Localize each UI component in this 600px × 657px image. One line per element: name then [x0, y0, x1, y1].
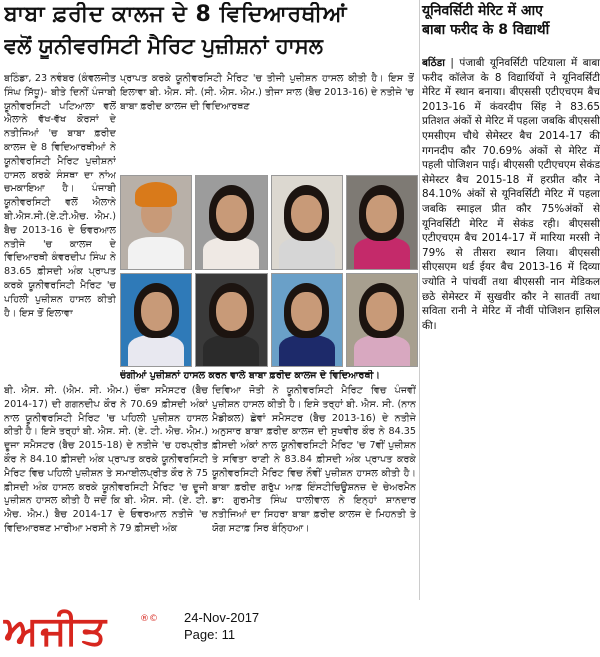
article-col1-bottom: ਬੀ. ਐਸ. ਸੀ. (ਐਮ. ਸੀ. ਐਮ.) ਚੌਥਾ ਸਮੈਸਟਰ (ਬੈਚ 2014-17) ਦੀ ਗਗਨਦੀਪ ਕੌਰ ਨੇ 70.69 ਫ਼ੀਸਦੀ ਅੰਕਾਂ ਨਾਲ ਯੂਨੀਵਰਸਿਟੀ ਮੈਰਿਟ 'ਚ ਪਹਿਲੀ ਪੁਜ਼ੀਸ਼ਨ ਹਾਸਲ ਕੀਤੀ ਹੈ। ਇਸੇ ਤਰ੍ਹਾਂ ਬੀ. ਐਸ. ਸੀ. (ਏ. ਟੀ. ਐਚ. ਐਮ.) ਦੂਜਾ ਸਮੈਸਟਰ (ਬੈਚ 2015-18) ਦੇ ਨਤੀਜੇ 'ਚ ਹਰਪ੍ਰੀਤ ਕੌਰ ਨੇ 84.10 ਫ਼ੀਸਦੀ ਅੰਕ ਪ੍ਰਾਪਤ ਕਰਕੇ ਯੂਨੀਵਰਸਿਟੀ ਮੈਰਿਟ ਵਿਚ ਪਹਿਲੀ ਪੁਜ਼ੀਸ਼ਨ ਤੇ ਸਮਾਈਲਪ੍ਰੀਤ ਕੌਰ ਨੇ 75 ਫ਼ੀਸਦੀ ਅੰਕ ਹਾਸਲ ਕਰਕੇ ਯੂਨੀਵਰਸਿਟੀ ਮੈਰਿਟ 'ਚ ਦੂਜੀ ਪੁਜ਼ੀਸ਼ਨ ਹਾਸਲ ਕੀਤੀ ਹੈ ਜਦੋਂ ਕਿ ਬੀ. ਐਸ. ਸੀ. (ਏ. ਟੀ. ਐਚ. ਐਮ.) ਬੈਚ 2014-17 ਦੇ ਓਵਰਆਲ ਨਤੀਜੇ 'ਚ ਵਿਦਿਆਰਥਣ ਮਾਰੀਆ ਮਰਸੀ ਨੇ 79 ਫ਼ੀਸਦੀ ਅੰਕ — [4, 385, 208, 534]
page-footer — [0, 608, 600, 657]
student-photo — [120, 175, 192, 270]
page-number: Page: 11 — [184, 627, 236, 642]
sidebar-body-text: पंजाबी यूनिवर्सिटी पटियाला में बाबा फरीद कॉलेज के 8 विद्यार्थियों ने यूनिवर्सिटी मेरिट में स्थान बनाया। बीएससी एटीएचएम बैच 2013-16 में कंवरदीप सिंह ने 83.65 प्रतिशत अंकों से मेरिट में पहला जबकि बीएससी एमसीएम चौथे सेमेस्टर बैच 2014-17 की गगनदीप कौर 70.69% अंकों से मेरिट में पहली पोजिशन पाई। बीएससी एटीएचएम सेकंड सेमेस्टर बैच 2015-18 में हरप्रीत कौर ने 84.10% अंकों से यूनिवर्सिटी मेरिट में पहला जबकि स्माइल प्रीत कौर 75%अंकों से यूनिवर्सिटी मेरिट में सेकंड रही। बीएससी एटीएचएम बैच 2014-17 में मारिया मरसी ने 79% से तीसरा स्थान लिया। बीएससी सीएसएम थर्ड ईयर बैच 2013-16 में दिव्या ज्योति ने पांचवीं तथा बीएससी नान मेडिकल छठे सेमेस्टर में सुखवीर कौर ने सातवीं तथा सविता रानी ने मेरिट में नौवीं पोजिशन हासिल की। — [422, 57, 600, 332]
sidebar-text: बठिंडा | पंजाबी यूनिवर्सिटी पटियाला में बाबा फरीद कॉलेज के 8 विद्यार्थियों ने यूनिवर्सिटी मेरिट में स्थान बनाया। बीएससी एटीएचएम बैच 2013-16 में कंवरदीप सिंह ने 83.65 प्रतिशत अंकों से मेरिट में पहला जबकि बीएससी एमसीएम चौथे सेमेस्टर बैच 2014-17 की गगनदीप कौर 70.69% अंकों से मेरिट में पहली पोजिशन पाई। बीएससी एटीएचएम सेकंड सेमेस्टर बैच 2015-18 में हरप्रीत कौर ने 84.10% अंकों से यूनिवर्सिटी मेरिट में पहला जबकि स्माइल प्रीत कौर 75%अंकों से यूनिवर्सिटी मेरिट में सेकंड रही। बीएससी एटीएचएम बैच 2014-17 में मारिया मरसी ने 79% से तीसरा स्थान लिया। बीएससी सीएसएम थर्ड ईयर बैच 2013-16 में दिव्या ज्योति ने पांचवीं तथा बीएससी नान मेडिकल छठे सेमेस्टर में सुखवीर कौर ने सातवीं तथा सविता रानी ने मेरिट में नौवीं पोजिशन हासिल की। — [422, 57, 600, 332]
photo-shoulders — [128, 335, 184, 366]
photo-face — [291, 292, 322, 331]
photo-face — [216, 292, 247, 331]
article-col1-top: ਬਠਿੰਡਾ, 23 ਨਵੰਬਰ (ਕੰਵਲਜੀਤ ਸਿੰਘ ਸਿੱਧੂ)- ਬੀਤੇ ਦਿਨੀਂ ਪੰਜਾਬੀ ਯੂਨੀਵਰਸਿਟੀ ਪਟਿਆਲਾ ਵਲੋਂ ਐਲਾਨੇ ਵੱਖ-ਵੱਖ ਕੋਰਸਾਂ ਦੇ ਨਤੀਜਿਆਂ 'ਚ ਬਾਬਾ ਫ਼ਰੀਦ ਕਾਲਜ ਦੇ 8 ਵਿਦਿਆਰਥੀਆਂ ਨੇ ਯੂਨੀਵਰਸਿਟੀ ਮੈਰਿਟ ਪੁਜ਼ੀਸ਼ਨਾਂ ਹਾਸਲ ਕਰਕੇ ਸੰਸਥਾ ਦਾ ਨਾਂਅ ਚਮਕਾਇਆ ਹੈ। ਪੰਜਾਬੀ ਯੂਨੀਵਰਸਿਟੀ ਵਲੋਂ ਐਲਾਨੇ ਬੀ.ਐਸ.ਸੀ.(ਏ.ਟੀ.ਐਚ. ਐਮ.) ਬੈਚ 2013-16 ਦੇ ਓਵਰਆਲ ਨਤੀਜੇ 'ਚ ਕਾਲਜ ਦੇ ਵਿਦਿਆਰਥੀ ਕੰਵਰਦੀਪ ਸਿੰਘ ਨੇ 83.65 ਫ਼ੀਸਦੀ ਅੰਕ ਪ੍ਰਾਪਤ ਕਰਕੇ ਯੂਨੀਵਰਸਿਟੀ ਮੈਰਿਟ 'ਚ ਪਹਿਲੀ ਪੁਜ਼ੀਸ਼ਨ ਹਾਸਲ ਕੀਤੀ ਹੈ। ਇਸ ਤੋਂ ਇਲਾਵਾ — [4, 73, 116, 319]
student-photo — [271, 175, 343, 270]
sidebar-dateline: बठिंडा — [422, 57, 445, 69]
article-col2-bottom: ਦਿਵਿਆ ਜੋਤੀ ਨੇ ਯੂਨੀਵਰਸਿਟੀ ਮੈਰਿਟ ਵਿਚ ਪੰਜਵੀਂ ਪੁਜ਼ੀਸ਼ਨ ਹਾਸਲ ਕੀਤੀ ਹੈ। ਇਸੇ ਤਰ੍ਹਾਂ ਬੀ. ਐਸ. ਸੀ. (ਨਾਨ ਮੈਡੀਕਲ) ਛੇਵਾਂ ਸਮੈਸਟਰ (ਬੈਚ 2013-16) ਦੇ ਨਤੀਜੇ ਅਨੁਸਾਰ ਬਾਬਾ ਫ਼ਰੀਦ ਕਾਲਜ ਦੀ ਸੁਖਵੀਰ ਕੌਰ ਨੇ 84.35 ਫ਼ੀਸਦੀ ਅੰਕਾਂ ਨਾਲ ਯੂਨੀਵਰਸਿਟੀ ਮੈਰਿਟ 'ਚ 7ਵੀਂ ਪੁਜ਼ੀਸ਼ਨ ਤੇ ਸਵਿਤਾ ਰਾਣੀ ਨੇ 83.84 ਫ਼ੀਸਦੀ ਅੰਕ ਪ੍ਰਾਪਤ ਕਰਕੇ ਯੂਨੀਵਰਸਿਟੀ ਮੈਰਿਟ ਵਿਚ ਨੌਵੀਂ ਪੁਜ਼ੀਸ਼ਨ ਹਾਸਲ ਕੀਤੀ ਹੈ। ਬਾਬਾ ਫ਼ਰੀਦ ਗਰੁੱਪ ਆਫ਼ ਇੰਸਟੀਚਿਊਸ਼ਨਜ਼ ਦੇ ਚੇਅਰਮੈਨ ਡਾ: ਗੁਰਮੀਤ ਸਿੰਘ ਧਾਲੀਵਾਲ ਨੇ ਇਨ੍ਹਾਂ ਸ਼ਾਨਦਾਰ ਨਤੀਜਿਆਂ ਦਾ ਸਿਹਰਾ ਬਾਬਾ ਫ਼ਰੀਦ ਕਾਲਜ ਦੇ ਮਿਹਨਤੀ ਤੇ ਯੋਗ ਸਟਾਫ਼ ਸਿਰ ਬੰਨ੍ਹਿਆ। — [212, 385, 416, 534]
photo-face — [366, 195, 397, 234]
student-photo — [346, 175, 418, 270]
photo-face — [366, 292, 397, 331]
student-photo — [195, 273, 267, 368]
photo-shoulders — [128, 237, 184, 268]
student-photo — [346, 273, 418, 368]
photo-shoulders — [354, 237, 410, 268]
edition-date: 24-Nov-2017 — [184, 610, 260, 625]
student-photo — [120, 273, 192, 368]
column-divider — [419, 0, 420, 600]
photo-shoulders — [279, 335, 335, 366]
photo-shoulders — [354, 335, 410, 366]
photo-caption: ਚੰਗੀਆਂ ਪੁਜ਼ੀਸ਼ਨਾਂ ਹਾਸਲ ਕਰਨ ਵਾਲੇ ਬਾਬਾ ਫ਼ਰੀਦ ਕਾਲਜ ਦੇ ਵਿਦਿਆਰਥੀ। — [120, 370, 380, 381]
sidebar-title-line-1: यूनिवर्सिटी मेरिट में आए — [422, 3, 543, 19]
student-photo-grid — [120, 175, 418, 367]
sidebar-body — [422, 56, 600, 462]
article-col2-top: ਪ੍ਰਾਪਤ ਕਰਕੇ ਯੂਨੀਵਰਸਿਟੀ ਮੈਰਿਟ 'ਚ ਤੀਜੀ ਪੁਜ਼ੀਸ਼ਨ ਹਾਸਲ ਕੀਤੀ ਹੈ। ਇਸ ਤੋਂ ਇਲਾਵਾ ਬੀ. ਐਸ. ਸੀ. (ਸੀ. ਐਸ. ਐਮ.) ਤੀਜਾ ਸਾਲ (ਬੈਚ 2013-16) ਦੇ ਨਤੀਜੇ 'ਚ ਬਾਬਾ ਫ਼ਰੀਦ ਕਾਲਜ ਦੀ ਵਿਦਿਆਰਥਣ — [120, 73, 414, 112]
photo-shoulders — [279, 237, 335, 268]
photo-face — [216, 195, 247, 234]
photo-turban — [135, 182, 177, 208]
student-photo — [195, 175, 267, 270]
photo-shoulders — [203, 335, 259, 366]
registered-mark: ®© — [140, 614, 158, 624]
sidebar-title-line-2: बाबा फरीद के 8 विद्यार्थी — [422, 22, 550, 38]
sidebar-title — [422, 2, 600, 54]
newspaper-logo: ਅਜੀਤ — [4, 607, 109, 654]
headline-line-1: ਬਾਬਾ ਫ਼ਰੀਦ ਕਾਲਜ ਦੇ 8 ਵਿਦਿਆਰਥੀਆਂ — [4, 2, 348, 27]
student-photo — [271, 273, 343, 368]
photo-shoulders — [203, 237, 259, 268]
photo-face — [291, 195, 322, 234]
headline-line-2: ਵਲੋਂ ਯੂਨੀਵਰਸਿਟੀ ਮੈਰਿਟ ਪੁਜ਼ੀਸ਼ਨਾਂ ਹਾਸਲ — [4, 34, 323, 58]
photo-face — [141, 292, 172, 331]
sidebar-article — [422, 0, 600, 600]
